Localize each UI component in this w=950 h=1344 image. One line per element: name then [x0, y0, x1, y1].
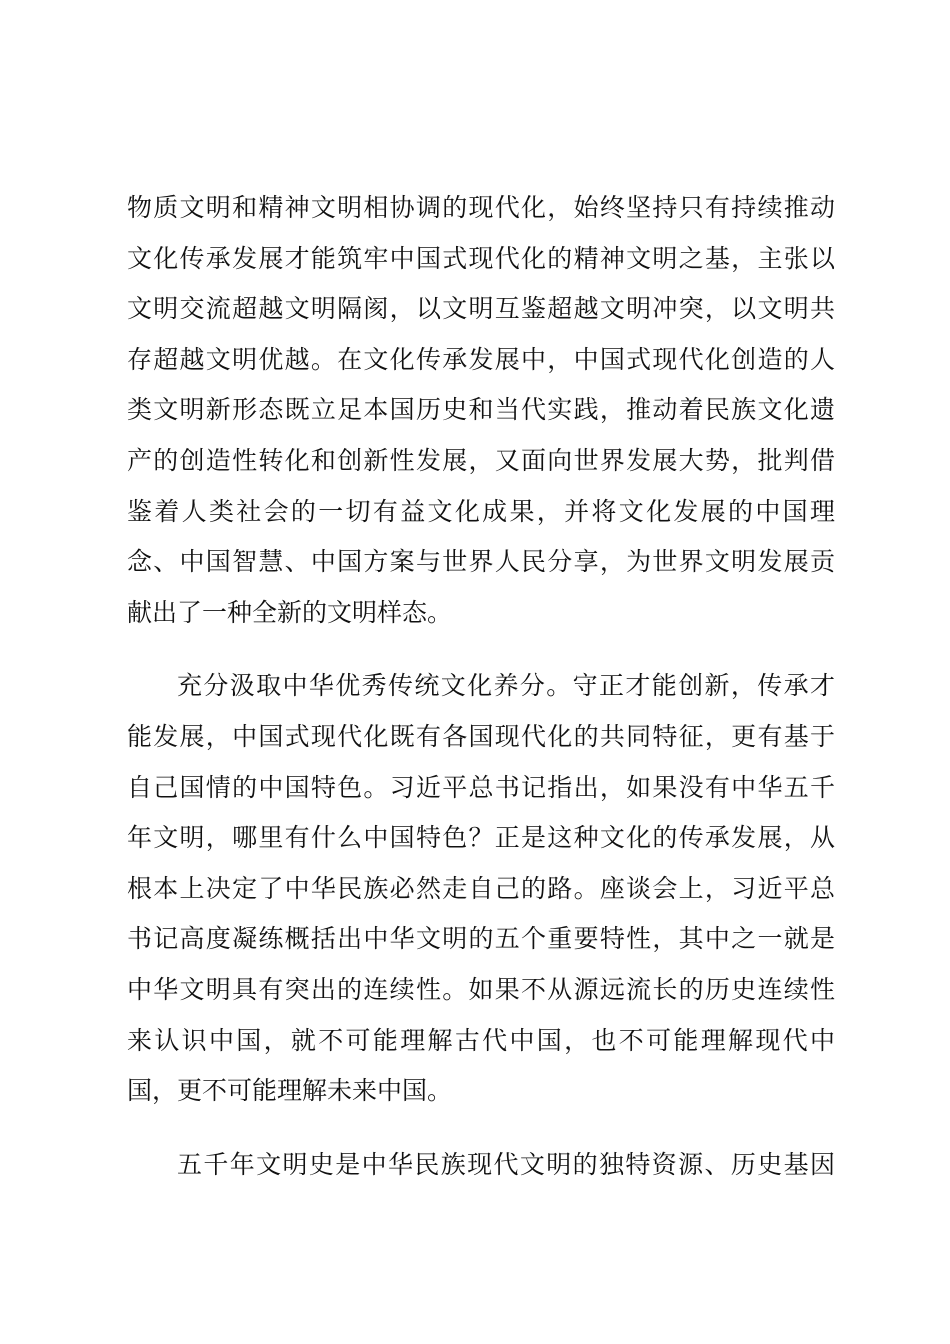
text-line: 五千年文明史是中华民族现代文明的独特资源、历史基因 — [177, 1149, 835, 1179]
paragraph-3 — [127, 1140, 835, 1191]
text-line: 国，更不可能理解未来中国。 — [127, 1076, 453, 1106]
text-line: 年文明，哪里有什么中国特色？正是这种文化的传承发展，从 — [127, 823, 835, 853]
text-line: 来认识中国，就不可能理解古代中国，也不可能理解现代中 — [127, 1025, 835, 1055]
text-line: 文化传承发展才能筑牢中国式现代化的精神文明之基，主张以 — [127, 243, 835, 273]
text-line: 物质文明和精神文明相协调的现代化，始终坚持只有持续推动 — [127, 193, 835, 222]
text-line: 念、中国智慧、中国方案与世界人民分享，为世界文明发展贡 — [127, 547, 835, 577]
paragraph-spacing — [127, 1117, 835, 1140]
paragraph-2 — [127, 661, 835, 1116]
text-line: 产的创造性转化和创新性发展，又面向世界发展大势，批判借 — [127, 445, 835, 475]
body-text — [127, 183, 835, 1190]
text-line: 文明交流超越文明隔阂，以文明互鉴超越文明冲突，以文明共 — [127, 294, 835, 324]
text-line: 充分汲取中华优秀传统文化养分。守正才能创新，传承才 — [177, 671, 835, 701]
text-line: 类文明新形态既立足本国历史和当代实践，推动着民族文化遗 — [127, 395, 835, 425]
text-line: 根本上决定了中华民族必然走自己的路。座谈会上，习近平总 — [127, 873, 835, 903]
text-line: 能发展，中国式现代化既有各国现代化的共同特征，更有基于 — [127, 721, 835, 751]
paragraph-spacing — [127, 638, 835, 661]
text-line: 书记高度凝练概括出中华文明的五个重要特性，其中之一就是 — [127, 924, 835, 954]
text-line: 献出了一种全新的文明样态。 — [127, 597, 453, 627]
text-line: 自己国情的中国特色。习近平总书记指出，如果没有中华五千 — [127, 772, 835, 802]
paragraph-1 — [127, 183, 835, 638]
text-line: 鉴着人类社会的一切有益文化成果，并将文化发展的中国理 — [127, 496, 835, 526]
text-line: 中华文明具有突出的连续性。如果不从源远流长的历史连续性 — [127, 974, 835, 1004]
text-line: 存超越文明优越。在文化传承发展中，中国式现代化创造的人 — [127, 344, 835, 374]
